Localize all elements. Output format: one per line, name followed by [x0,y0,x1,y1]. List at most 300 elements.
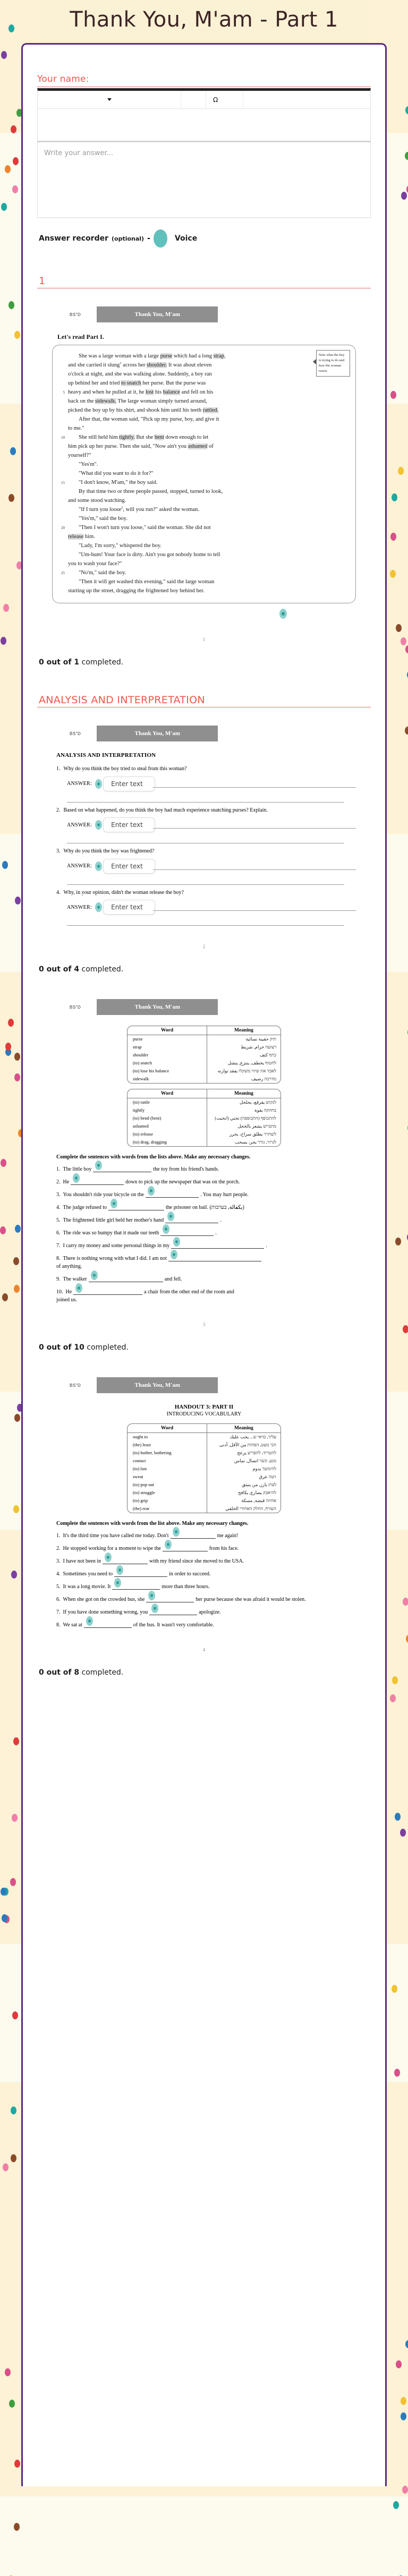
fill-in-sentence [56,1275,356,1283]
story-line [58,388,347,397]
line-number [58,379,68,388]
vocabulary-word: tightly [128,1106,207,1114]
answer-text-input[interactable]: Enter text [103,777,155,791]
story-text: After that, the woman said, "Pick up my purse, boy, and give it [79,416,219,423]
vocabulary-meaning: לצוץ بارز, من ينبثق [242,1482,276,1488]
vocabulary-meaning: כתף كتف [259,1052,276,1058]
chevron-down-icon [107,98,112,101]
handout-1-page-number: 1 [202,637,206,643]
vocabulary-row [128,1035,280,1043]
fill-in-sentence [56,1545,356,1553]
section-3-progress-count: 0 out of 10 [39,1343,84,1352]
vocabulary-meaning: אחיזה قبضة, مسكة [241,1498,276,1504]
line-number [58,532,68,541]
audio-marker-icon[interactable] [91,1270,98,1280]
sentence-number: 7. [56,1609,61,1616]
vocabulary-word: (to) struggle [128,1489,207,1497]
sentence-number: 6. [56,1230,61,1236]
story-line [58,523,347,532]
sentence-number: 2. [56,1546,61,1552]
story-text: "What did you want to do it for?" [79,471,154,477]
page-title-banner [39,0,369,43]
vocabulary-word: shoulder [128,1051,207,1059]
line-number: 20 [61,526,65,531]
vocabulary-meaning: תיק حقيبة نسائية [245,1036,276,1042]
story-text: She was a large woman with a large purse which had a long strap, [79,353,226,360]
section-2-title: ANALYSIS AND INTERPRETATION [39,694,205,706]
sentence-text-tail: of anything. [56,1264,82,1270]
audio-marker-icon[interactable] [110,1199,117,1208]
answer-row [67,859,356,873]
story-text: back on the sidewalk. The large woman simply turned around, [68,398,207,405]
vocabulary-meaning: לנקוש يقرقع، يجلجل [239,1099,276,1105]
vocabulary-meaning: הכי מעט, הפחות من الأقل, أدنى [219,1442,276,1448]
line-number [58,370,68,379]
audio-marker-icon[interactable] [148,1591,155,1600]
answer-recorder-label: Answer recorder [39,234,108,243]
story-line [58,406,347,415]
vocabulary-row [128,1098,280,1106]
vocabulary-word: (to) last [128,1465,207,1473]
line-number [58,424,68,433]
sentence-number: 6. [56,1597,61,1603]
answer-text-input[interactable]: Enter text [103,859,155,874]
audio-marker-icon[interactable] [95,861,102,871]
vocabulary-word: (the) rear [128,1505,207,1513]
story-line [58,586,347,595]
sentence-blank[interactable] [149,1610,197,1615]
analysis-heading: ANALYSIS AND INTERPRETATION [56,752,156,759]
sentence-number: 3. [56,1192,61,1198]
handout-2-page-number: 2 [202,944,206,950]
section-4-instruction: Complete the sentences with words from the list above. Make any necessary changes. [56,1521,249,1527]
story-text: heavy and when he pulled at it, he lost his balance and fell on his [68,389,214,396]
sentence-text-after: me again! [217,1533,239,1539]
fill-in-sentence [56,1242,356,1250]
vocabulary-word: contact [128,1457,207,1465]
sentence-blank[interactable] [93,1167,151,1172]
line-number [58,397,68,406]
story-line [58,370,347,379]
vocabulary-row [128,1059,280,1067]
story-text: By that time two or three people passed, stopped, turned to look, [79,489,223,495]
line-number [58,469,68,478]
story-text: o'clock at night, and she was walking alone. Suddenly, a boy ran [68,371,212,378]
section-3-instruction: Complete the sentences with words from the lists above. Make any necessary changes. [56,1154,251,1161]
line-number [58,451,68,460]
story-text: you to wash your face?" [68,561,122,567]
analysis-question [56,889,356,926]
vocabulary-table-2 [127,1089,281,1147]
line-number [58,406,68,415]
vocabulary-word: (to) bend (bent) [128,1114,207,1122]
story-passage [52,345,356,603]
page-title: Thank You, M'am - Part 1 [70,7,338,32]
section-2-progress [39,965,371,974]
handout-4-banner: Thank You, M'am [97,1377,218,1393]
audio-marker-icon[interactable] [151,1603,158,1613]
answer-rule [153,903,356,911]
sentence-text-tail: joined us. [56,1297,77,1303]
line-number [58,586,68,595]
audio-marker-icon[interactable] [95,902,102,912]
vocabulary-row [128,1465,280,1473]
sentence-number: 3. [56,1558,61,1565]
lets-read-heading: Let's read Part I. [57,333,104,341]
sentence-text-after: a chair from the other end of the room and [144,1289,234,1295]
editor-toolbar[interactable] [38,91,370,109]
handout-1 [37,306,371,642]
worksheet-card [21,43,387,2486]
vocabulary-meaning: העורף, החלק האחורי الخلفي [225,1506,276,1512]
audio-marker-icon[interactable] [116,1565,123,1575]
sentence-blank[interactable] [114,1572,167,1577]
sentence-blank[interactable] [73,1290,142,1295]
vocabulary-meaning: לגרור, גורר يجر، يسحب [234,1139,276,1145]
story-text: "Lady, I'm sorry," whispered the boy. [79,543,162,549]
sentence-text-after: . You may hurt people. [200,1192,249,1198]
sentence-text-after: the toy from his friend's hands. [153,1166,219,1173]
sentence-number: 5. [56,1217,61,1224]
sentence-blank[interactable] [108,1205,164,1210]
column-header-meaning: Meaning [234,1028,253,1034]
line-number [58,550,68,559]
audio-marker-icon[interactable] [148,1186,155,1196]
rich-text-editor[interactable] [37,88,371,142]
handout-2 [37,726,371,949]
fill-in-sentence [56,1570,356,1578]
section-2-progress-text: completed. [79,965,124,974]
vocabulary-word: sidewalk [128,1075,207,1083]
sentence-text-before: It was a long movie. It [63,1584,111,1590]
story-line [58,478,347,487]
fill-in-sentence [56,1583,356,1591]
sentence-text-before: It's the third time you have called me today. Don't [63,1533,169,1539]
handout-1-banner: Thank You, M'am [97,306,218,322]
vocabulary-row [128,1489,280,1497]
vocabulary-row [128,1114,280,1122]
sentence-text-before: I have not been in [63,1558,101,1565]
handout-4-subtitle: INTRODUCING VOCABULARY [166,1411,242,1418]
vocabulary-meaning: להטריד، להפריע يزعج [237,1450,276,1456]
answer-rule [153,821,356,829]
vocabulary-meaning: לחטוף يخطف, ينتزع, ينشل [227,1060,276,1066]
vocabulary-word: ashamed [128,1122,207,1130]
line-number [58,361,68,370]
answer-rule-2 [67,919,344,926]
vocabulary-row [128,1051,280,1059]
audio-marker-icon[interactable] [95,1161,102,1170]
sentence-blank[interactable] [112,1584,160,1590]
story-text: to me." [68,425,84,432]
sentence-text-after: down to pick up the newspaper that was on the porch. [125,1179,240,1185]
question-text: 4. Why, in your opinion, didn't the woman release the boy? [56,889,184,895]
story-text: She still held him tightly. But she bent down enough to let [79,434,209,441]
vocabulary-row [128,1449,280,1457]
sentence-blank[interactable] [171,1243,264,1249]
section-4-progress [39,1668,371,1677]
line-number [58,352,68,361]
sentence-number: 4. [56,1205,61,1211]
vocabulary-row [128,1075,280,1083]
vocabulary-table-3-header [128,1424,280,1433]
handout-4 [37,1377,371,1652]
answer-row [67,777,356,791]
vocabulary-row [128,1106,280,1114]
sentence-text-after: apologize. [199,1609,221,1616]
story-text: release him. [68,534,95,540]
question-text: 3. Why do you think the boy was frightened? [56,848,155,855]
story-text: him pick up her purse. Then she said, "Now ain't you ashamed of [68,443,214,450]
analysis-question [56,807,356,844]
vocabulary-meaning: רצועה حزام, شريط [241,1044,276,1050]
vocabulary-row [128,1497,280,1505]
story-line [58,352,347,361]
sentence-blank[interactable] [71,1180,124,1185]
vocabulary-word: strap [128,1043,207,1051]
sentence-text-before: We sat at [63,1622,82,1628]
section-1-progress-count: 0 out of 1 [39,658,80,667]
vocabulary-table-3 [127,1423,281,1513]
story-note-callout: Note what the boy is trying to do and how the woman reacts. [316,350,350,377]
vocabulary-meaning: מגע, קשר اتصال, تماس [234,1458,276,1464]
omega-icon: Ω [213,96,218,104]
story-line [58,361,347,370]
voice-label: Voice [174,234,198,243]
vocabulary-meaning: בחוזקה بقوة [254,1107,276,1113]
handout-3-header [52,999,356,1015]
story-text: "I don't know, M'am," the boy said. [79,480,158,486]
fill-in-sentence [56,1178,356,1186]
sentence-blank[interactable] [103,1559,148,1564]
vocabulary-row [128,1067,280,1075]
microphone-icon[interactable] [154,229,167,248]
bsd-mark: BS"D [70,1004,81,1010]
handout-3 [37,999,371,1327]
toolbar-cell-2[interactable] [181,91,206,109]
audio-marker-icon[interactable] [114,1578,121,1588]
sentence-text-before: The little boy [63,1166,92,1173]
fill-in-sentence [56,1608,356,1616]
sentence-number: 9. [56,1276,61,1283]
vocabulary-row [128,1130,280,1138]
fill-in-sentence [56,1216,356,1224]
story-line [58,514,347,523]
vocabulary-meaning: מתבייש يشعر بالخجل [237,1123,276,1129]
fill-in-sentence [56,1165,356,1173]
line-number: 25 [61,571,65,576]
vocabulary-row [128,1122,280,1130]
sentence-text-before: He [65,1289,72,1295]
story-text: and some stood watching. [68,498,126,504]
section-4-progress-text: completed. [79,1668,124,1677]
sentence-text-before: When she got on the crowded bus, she [63,1597,145,1603]
vocabulary-meaning: לאבד את שיווי משקלו يفقد توازنه [217,1068,276,1074]
story-line [58,469,347,478]
sentence-text-after: from his face. [209,1546,239,1552]
sentence-text-after: with my friend since she moved to the USA. [149,1558,244,1565]
audio-marker-icon[interactable] [171,1250,177,1259]
vocabulary-meaning: להימשך يدوم [252,1466,276,1472]
sentence-text-after: . [266,1243,267,1249]
handout-3-page-number: 3 [202,1322,206,1328]
sentence-blank[interactable] [171,1533,216,1539]
vocabulary-table-1 [127,1026,281,1084]
sentence-number: 8. [56,1256,61,1262]
sentence-blank[interactable] [168,1256,261,1261]
answer-recorder-optional: (optional) [111,235,144,242]
sentence-text-before: I carry my money and some personal things in my [63,1243,170,1249]
fill-in-sentence [56,1532,356,1540]
sentence-text-before: He stopped working for a moment to wipe the [63,1546,161,1552]
story-line [58,496,347,505]
vocabulary-row [128,1473,280,1481]
fill-in-sentence [56,1204,356,1212]
sentence-number: 7. [56,1243,61,1249]
sentence-text-before: You shouldn't ride your bicycle on the [63,1192,144,1198]
sentence-text-after: . [220,1217,222,1224]
story-line [58,460,347,469]
recorder-dash: - [147,234,150,243]
answer-label: ANSWER: [67,863,92,869]
audio-marker-icon[interactable] [95,779,102,789]
section-4-progress-count: 0 out of 8 [39,1668,80,1677]
editor-toolbar-row2[interactable] [38,109,370,142]
sentence-blank[interactable] [84,1623,132,1628]
sentence-blank[interactable] [146,1192,199,1198]
story-text: "Yes'm". [79,462,98,468]
vocabulary-word: (to) pop out [128,1481,207,1489]
your-name-label: Your name: [37,74,89,85]
fill-in-sentence [56,1288,356,1304]
answer-rule-2 [67,878,344,885]
fill-in-sentence [56,1557,356,1565]
fill-in-sentence [56,1621,356,1629]
audio-marker-icon[interactable] [173,1527,180,1537]
font-select[interactable] [38,91,181,109]
story-line [58,577,347,586]
vocabulary-row [128,1457,280,1465]
section-3-progress [39,1343,371,1352]
answer-row [67,818,356,832]
audio-marker-icon[interactable] [75,1283,82,1293]
handout-3-banner: Thank You, M'am [97,999,218,1015]
audio-marker-icon[interactable] [173,1237,180,1247]
vocabulary-word: purse [128,1035,207,1043]
sentence-number: 1. [56,1166,61,1173]
story-text: "If I turn you loose$^2$, will you run?" asked the woman. [79,506,200,513]
column-header-word: Word [128,1026,207,1035]
sentence-text-before: The walker [63,1276,87,1283]
audio-marker-icon[interactable] [167,1212,174,1221]
audio-marker-icon[interactable] [95,820,102,830]
handout-4-title: HANDOUT 3: PART II [174,1404,234,1411]
audio-marker-icon[interactable] [86,1616,93,1626]
answer-rule-2 [67,837,344,843]
story-text: yourself?" [68,453,91,459]
story-text: picked the boy up by his shirt, and shook him until his teeth rattled. [68,407,219,414]
answer-label: ANSWER: [67,904,92,910]
audio-marker-icon[interactable] [105,1553,112,1562]
vocabulary-word: (the) least [128,1441,207,1449]
audio-marker-icon[interactable] [279,609,287,619]
sentence-text-after: her purse because she was afraid it would be stolen. [196,1597,306,1603]
answer-rule-2 [67,796,344,803]
answer-text-input[interactable]: Enter text [103,900,155,915]
line-number [58,541,68,550]
answer-input[interactable]: Write your answer... [37,142,371,218]
answer-text-input[interactable]: Enter text [103,817,155,832]
story-text: and she carried it slung$^1$ across her shoulder. It was about eleven [68,361,212,369]
sentence-text-after: more than three hours. [162,1584,210,1590]
sentence-text-before: He [63,1179,70,1185]
line-number [58,415,68,424]
sentence-blank[interactable] [165,1218,218,1223]
sentence-blank[interactable] [146,1597,194,1602]
vocabulary-word: (to) lose his balance [128,1067,207,1075]
section-3-progress-text: completed. [84,1343,129,1352]
story-line [58,487,347,496]
answer-row [67,900,356,914]
vocabulary-row [128,1138,280,1146]
story-text: "No'm," said the boy. [79,570,126,576]
story-line [58,451,347,460]
audio-marker-icon[interactable] [163,1224,169,1234]
line-number [58,442,68,451]
vocabulary-meaning: זיעה عرق [259,1474,276,1480]
sentence-text-before: The ride was so bumpy that it made our teeth [63,1230,159,1236]
column-header-meaning: Meaning [234,1091,253,1097]
sentence-number: 8. [56,1622,61,1628]
line-number: 15 [61,481,65,485]
line-number [58,559,68,568]
vocabulary-row [128,1441,280,1449]
vocabulary-word: (to) rattle [128,1098,207,1106]
story-text: "Yes'm," said the boy. [79,516,128,522]
question-text: 2. Based on what happened, do you think the boy had much experience snatching purses? Explain. [56,807,268,813]
analysis-question [56,765,356,803]
story-line [58,424,347,433]
sentence-text-before: Sometimes you need to [63,1571,113,1577]
audio-marker-icon[interactable] [165,1540,172,1549]
story-line [58,541,347,550]
fill-in-sentence [56,1255,356,1270]
audio-marker-icon[interactable] [73,1173,80,1183]
sentence-text-after: and fell. [164,1276,182,1283]
vocabulary-word: sweat [128,1473,207,1481]
sentence-blank[interactable] [89,1277,163,1282]
bsd-mark: BS"D [70,731,81,736]
fill-in-sentence [56,1596,356,1603]
sentence-text-after: the prisoner on bail. (بكفالة, בערבות) [165,1205,244,1211]
handout-4-header [52,1377,356,1393]
story-line [58,532,347,541]
section-2-progress-count: 0 out of 4 [39,965,80,974]
sentence-blank[interactable] [163,1546,208,1551]
vocabulary-word: (to) release [128,1130,207,1138]
section-1-progress [39,658,371,667]
sentence-blank[interactable] [160,1231,214,1236]
sentence-number: 4. [56,1571,61,1577]
line-number [58,496,68,505]
line-number [58,514,68,523]
bsd-mark: BS"D [70,312,81,317]
vocabulary-table-1-header [128,1026,280,1035]
story-line [58,433,347,442]
special-character-button[interactable] [206,91,243,109]
story-line [58,442,347,451]
vocabulary-meaning: להתכופף (התכופפה) تحني (انحنت) [215,1115,276,1121]
